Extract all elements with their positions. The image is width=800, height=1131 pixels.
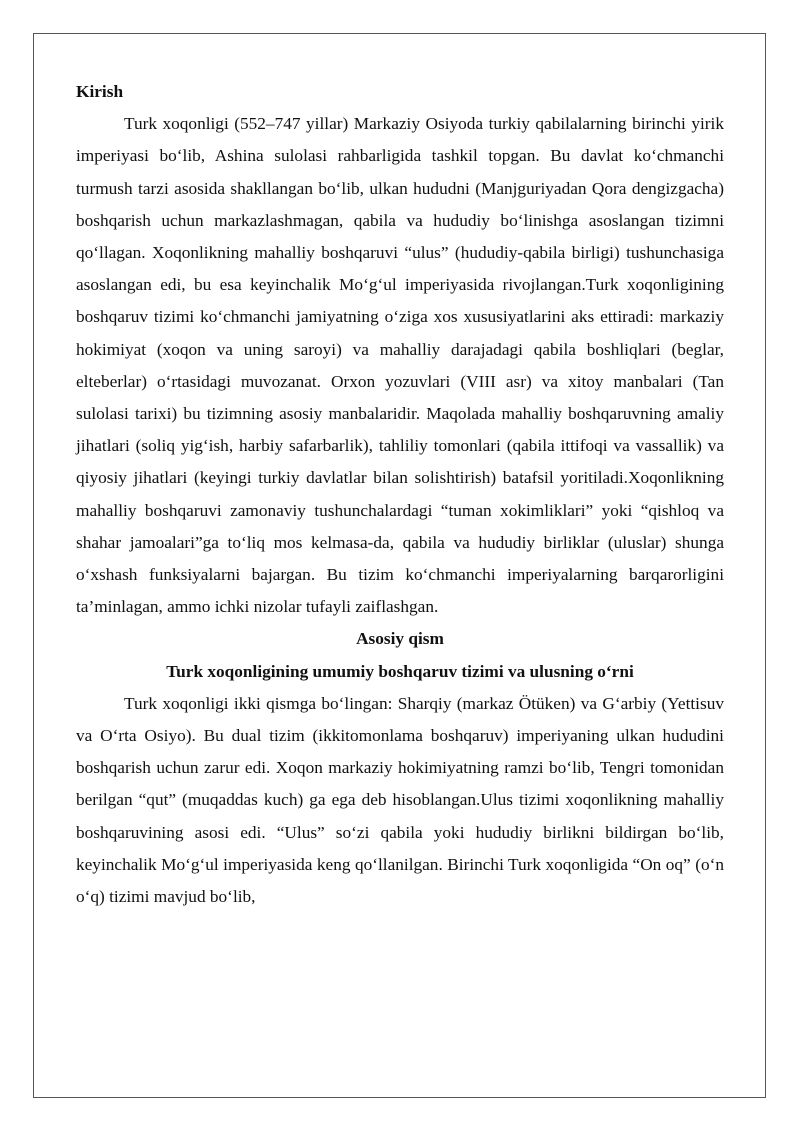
- section-heading: Turk xoqonligining umumiy boshqaruv tizimi va ulusning o‘rni: [166, 661, 634, 681]
- section-paragraph: Turk xoqonligi ikki qismga bo‘lingan: Sharqiy (markaz Ötüken) va G‘arbiy (Yettisuv va O‘rta Osiyo). Bu dual tizim (ikkitomonlama boshqaruv) imperiyaning ulkan hududini boshqarish uchun zarur edi. Xoqon markaziy hokimiyatning ramzi bo‘lib, Tengri tomonidan berilgan “qut” (muqaddas kuch) ga ega deb hisoblangan.Ulus tizimi xoqonlikning mahalliy boshqaruvining asosi edi. “Ulus” so‘zi qabila yoki hududiy birlikni bildirgan bo‘lib, keyinchalik Mo‘g‘ul imperiyasida keng qo‘llanilgan. Birinchi Turk xoqonligida “On oq” (o‘n o‘q) tizimi mavjud bo‘lib,: [76, 693, 724, 907]
- intro-paragraph: Turk xoqonligi (552–747 yillar) Markaziy Osiyoda turkiy qabilalarning birinchi yirik imperiyasi bo‘lib, Ashina sulolasi rahbarligida tashkil topgan. Bu davlat ko‘chmanchi turmush tarzi asosida shakllangan bo‘lib, ulkan hududni (Manjguriyadan Qora dengizgacha) boshqarish uchun markazlashmagan, qabila va hududiy bo‘linishga asoslangan tizimni qo‘llagan. Xoqonlikning mahalliy boshqaruvi “ulus” (hududiy-qabila birligi) tushunchasiga asoslangan edi, bu esa keyinchalik Mo‘g‘ul imperiyasida rivojlangan.Turk xoqonligining boshqaruv tizimi ko‘chmanchi jamiyatning o‘ziga xos xususiyatlarini aks ettiradi: markaziy hokimiyat (xoqon va uning saroyi) va mahalliy darajadagi qabila boshliqlari (beglar, elteberlar) o‘rtasidagi muvozanat. Orxon yozuvlari (VIII asr) va xitoy manbalari (Tan sulolasi tarixi) bu tizimning asosiy manbalaridir. Maqolada mahalliy boshqaruvning amaliy jihatlari (soliq yig‘ish, harbiy safarbarlik), tahliliy tomonlari (qabila ittifoqi va vassallik) va qiyosiy jihatlari (keyingi turkiy davlatlar bilan solishtirish) batafsil yoritiladi.Xoqonlikning mahalliy boshqaruvi zamonaviy tushunchalardagi “tuman xokimliklari” yoki “qishloq va shahar jamoalari”ga to‘liq mos kelmasa-da, qabila va hududiy birliklar (uluslar) shunga o‘xshash funksiyalarni bajargan. Bu tizim ko‘chmanchi imperiyalarning barqarorligini ta’minlagan, ammo ichki nizolar tufayli zaiflashgan.: [76, 114, 724, 617]
- main-heading: Asosiy qism: [356, 629, 444, 649]
- intro-heading: Kirish: [76, 82, 124, 101]
- document-body: [76, 76, 724, 913]
